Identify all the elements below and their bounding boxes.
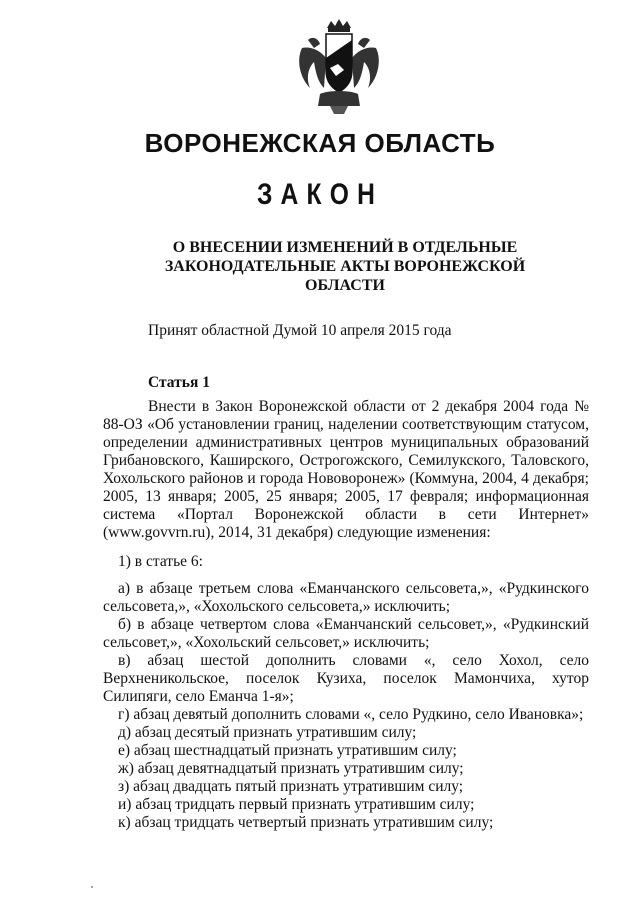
coat-of-arms-emblem: [294, 18, 384, 118]
document-title: О ВНЕСЕНИИ ИЗМЕНЕНИЙ В ОТДЕЛЬНЫЕ ЗАКОНОДАТЕЛЬНЫЕ АКТЫ ВОРОНЕЖСКОЙ ОБЛАСТИ: [164, 239, 526, 294]
list-item: 1) в статье 6:: [118, 553, 203, 570]
list-item: е) абзац шестнадцатый признать утратившим силу;: [118, 742, 457, 759]
document-type: ЗАКОН: [256, 178, 384, 211]
scan-speck: [91, 886, 93, 888]
adoption-note: Принят областной Думой 10 апреля 2015 года: [148, 322, 452, 339]
amendment-list: [103, 553, 589, 832]
list-item: б) в абзаце четвертом слова «Еманчанский сельсовет,», «Рудкинский сельсовет,», «Хохольский сельсовет,» исключить;: [103, 616, 589, 651]
list-item: к) абзац тридцать четвертый признать утратившим силу;: [118, 814, 494, 831]
list-item: д) абзац десятый признать утратившим силу;: [118, 724, 417, 741]
article-heading: Статья 1: [148, 374, 210, 391]
article-intro-paragraph: Внести в Закон Воронежской области от 2 декабря 2004 года № 88-ОЗ «Об установлении границ, наделении соответствующим статусом, определении административных центров муниципальных образований Грибановского, Каширского, Острогожского, Семилукского, Таловского, Хохольского районов и города Нововоронеж» (Коммуна, 2004, 4 декабря; 2005, 13 января; 2005, 25 января; 2005, 17 февраля; информационная система «Портал Воронежской области в сети Интернет» (www.govvrn.ru), 2014, 31 декабря) следующие изменения:: [103, 398, 589, 541]
list-item: в) абзац шестой дополнить словами «, село Хохол, село Верхненикольское, поселок Кузиха, поселок Мамончиха, хутор Силипяги, село Еманча 1-я»;: [103, 652, 589, 705]
list-item: и) абзац тридцать первый признать утратившим силу;: [118, 796, 475, 813]
list-item: г) абзац девятый дополнить словами «, село Рудкино, село Ивановка»;: [118, 706, 584, 723]
list-item: ж) абзац девятнадцатый признать утратившим силу;: [118, 760, 464, 777]
list-item: а) в абзаце третьем слова «Еманчанского сельсовета,», «Рудкинского сельсовета,», «Хохольского сельсовета,» исключить;: [103, 580, 589, 615]
region-name: ВОРОНЕЖСКАЯ ОБЛАСТЬ: [144, 128, 496, 158]
list-item: з) абзац двадцать пятый признать утратившим силу;: [118, 778, 464, 795]
